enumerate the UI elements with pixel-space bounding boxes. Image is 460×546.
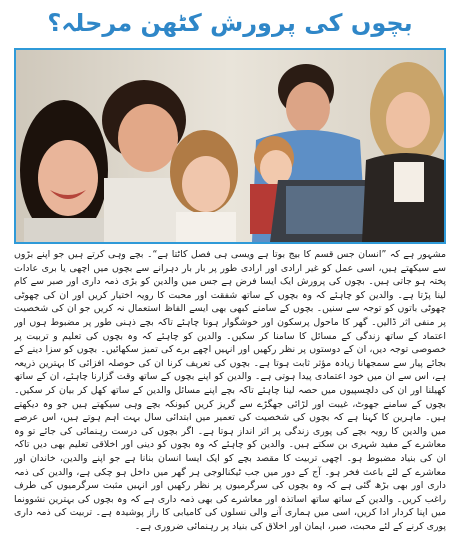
family-photo-illustration	[16, 50, 444, 242]
article-headline: بچوں کی پرورش کٹھن مرحلہ؟	[47, 9, 413, 37]
family-photo	[14, 48, 446, 244]
article-body-paragraph: مشہور ہے کہ ”انسان جس قسم کا بیج بوتا ہے ویسی ہی فصل کاٹتا ہے“۔ بچے وہی کرتے ہیں جو اپنے بڑوں سے سیکھتے ہیں، اسی عمل کو غیر ارادی اور ارادی طور پر بار بار دہرانے سے بچوں میں اچھی یا بری عادات پختہ ہو جاتی ہیں۔ بچوں کی پرورش ایک ایسا فرض ہے جس میں والدین کو بڑی ذمہ داری اور صبر سے کام لینا پڑتا ہے۔ والدین کو چاہئے کہ وہ بچوں کے ساتھ شفقت اور محبت کا رویہ اختیار کریں اور ان کی چھوٹی چھوٹی باتوں کو توجہ سے سنیں۔ بچوں کے سامنے کبھی بھی ایسے الفاظ استعمال نہ کریں جو ان کی شخصیت پر منفی اثر ڈالیں۔ گھر کا ماحول پرسکون اور خوشگوار ہونا چاہئے تاکہ بچے ذہنی طور پر مضبوط ہوں اور اعتماد کے ساتھ زندگی کے مسائل کا سامنا کر سکیں۔ والدین کو چاہئے کہ وہ بچوں کی تعلیم و تربیت پر خصوصی توجہ دیں، ان کے دوستوں پر نظر رکھیں اور انہیں اچھے برے کی تمیز سکھائیں۔ بچوں کو سزا دینے کے بجائے پیار سے سمجھانا زیادہ مؤثر ثابت ہوتا ہے۔ بچوں کی تعریف کرنا ان کی حوصلہ افزائی کا بہترین ذریعہ ہے، اس سے ان میں خود اعتمادی پیدا ہوتی ہے۔ والدین کو اپنے بچوں کے ساتھ وقت گزارنا چاہئے، ان کے ساتھ کھیلنا اور ان کی دلچسپیوں میں حصہ لینا چاہئے تاکہ بچے اپنے مسائل والدین کے ساتھ کھل کر بیان کر سکیں۔ بچوں کے سامنے جھوٹ، غیبت اور لڑائی جھگڑے سے گریز کریں کیونکہ بچے وہی سیکھتے ہیں جو وہ دیکھتے ہیں۔ ماہرین کا کہنا ہے کہ بچوں کی شخصیت کی تعمیر میں ابتدائی سال بہت اہم ہوتے ہیں، اس عرصے میں والدین کا رویہ بچے کی پوری زندگی پر اثر انداز ہوتا ہے۔ اگر بچوں کی درست رہنمائی کی جائے تو وہ معاشرے کے مفید شہری بن سکتے ہیں۔ والدین کو چاہئے کہ وہ بچوں کو دینی اور اخلاقی تعلیم بھی دیں تاکہ ان کی بنیاد مضبوط ہو۔ اچھی تربیت کا مقصد بچے کو ایک ایسا انسان بنانا ہے جو اپنے والدین، خاندان اور معاشرے کے لئے باعث فخر ہو۔ آج کے دور میں جب ٹیکنالوجی ہر گھر میں داخل ہو چکی ہے، والدین کی ذمہ داری اور بھی بڑھ گئی ہے کہ وہ بچوں کی سرگرمیوں پر نظر رکھیں اور انہیں مثبت سرگرمیوں کی طرف راغب کریں۔ والدین کے ساتھ ساتھ اساتذہ اور معاشرے کی بھی ذمہ داری ہے کہ وہ بچوں کی بہترین نشوونما میں اپنا کردار ادا کریں، اسی میں ہماری آنے والی نسلوں کی کامیابی کا راز پوشیدہ ہے۔ تربیت کی ذمہ داری پوری کرنے کے لئے محبت، صبر، ایمان اور اخلاق کی بنیاد پر رہنمائی ضروری ہے۔	[14, 249, 446, 532]
article-body	[14, 248, 446, 542]
